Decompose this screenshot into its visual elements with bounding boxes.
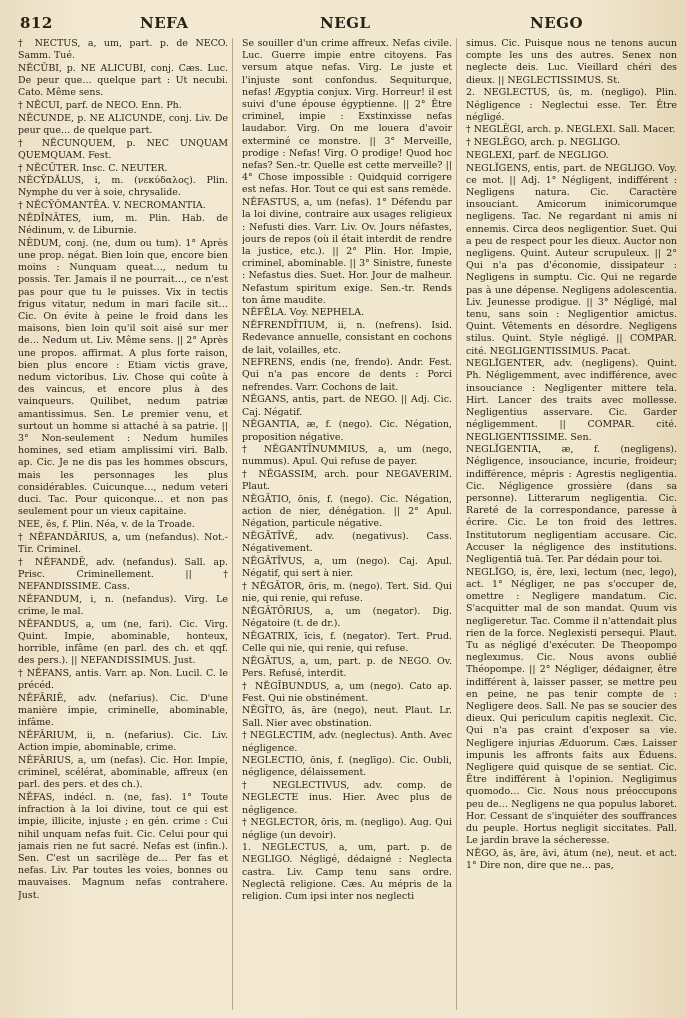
- text-columns: [18, 38, 677, 1010]
- dictionary-entry: † NĔGANTĪNUMMIUS, a, um (nego, nummus). Apul. Qui refuse de payer.: [242, 444, 452, 468]
- dictionary-entry: † NĔGĪBUNDUS, a, um (nego). Cato ap. Fest. Qui nie obstinément.: [242, 680, 452, 704]
- dictionary-entry: † NĔFANS, antis. Varr. ap. Non. Lucil. C. le précéd.: [18, 667, 228, 692]
- dictionary-entry: NĔGO, ās, āre, āvi, ātum (ne), neut. et act. 1° Dire non, dire que ne… pas,: [466, 847, 677, 872]
- dictionary-entry: † NEGLECTOR, ōris, m. (negligo). Aug. Qui néglige (un devoir).: [242, 817, 452, 841]
- dictionary-entry: NĔGĀTŌRIUS, a, um (negator). Dig. Négatoire (t. de dr.).: [242, 605, 452, 630]
- dictionary-entry: NĔFANDUS, a, um (ne, fari). Cic. Virg. Quint. Impie, abominable, honteux, horrible, infâme (en parl. des ch. et qqf. des pers.). || NEFANDISSIMUS. Just.: [18, 618, 228, 667]
- column-left: [18, 38, 233, 1010]
- page-number: 812: [20, 14, 53, 32]
- page-header: [20, 14, 672, 36]
- dictionary-entry: † NEGLĒGI, arch. p. NEGLEXI. Sall. Macer.: [466, 124, 676, 136]
- dictionary-entry: 2. NEGLECTUS, ūs, m. (negligo). Plin. Négligence : Neglectui esse. Ter. Être négligé.: [466, 87, 677, 123]
- dictionary-entry: NĔGĀTĪVĒ, adv. (negativus). Cass. Négativement.: [242, 531, 452, 555]
- dictionary-entry: NEGLĬGENTER, adv. (negligens). Quint. Ph. Négligemment, avec indifférence, avec insouciance : Negligenter mittere tela. Hirt. Lancer des traits avec mollesse. Negligentius asservare. Cic. Garder négligemment. || COMPAR. cité. NEGLIGENTISSIME. Sen.: [466, 358, 677, 443]
- dictionary-entry: NĔFĀRIĒ, adv. (nefarius). Cic. D'une manière impie, criminelle, abominable, infâme.: [18, 692, 228, 729]
- dictionary-entry: † NĔCUI, parf. de NECO. Enn. Ph.: [18, 100, 182, 112]
- dictionary-entry: simus. Cic. Puisque nous ne tenons aucun compte les uns des autres. Senex non neglecte deis. Luc. Vieillard chéri des dieux. || NEGLECTISSIMUS. St.: [466, 38, 677, 86]
- dictionary-entry: 1. NEGLECTUS, a, um, part. p. de NEGLIGO. Négligé, dédaigné : Neglecta castra. Liv. Camp tenu sans ordre. Neglectā religione. Cæs. Au mépris de la religion. Cum ipsi inter nos neglecti: [242, 842, 452, 903]
- dictionary-entry: NĔGĪTO, ās, āre (nego), neut. Plaut. Lr. Sall. Nier avec obstination.: [242, 705, 452, 729]
- dictionary-entry: NĔCȲDĂLUS, i, m. (νεκύδαλος). Plin. Nymphe du ver à soie, chrysalide.: [18, 175, 228, 199]
- running-head-center: NEGL: [320, 14, 371, 32]
- dictionary-entry: † NĔCȲŎMANTĒA. V. NECROMANTIA.: [18, 200, 206, 212]
- dictionary-entry: † NĔFANDĀRIUS, a, um (nefandus). Not.-Tir. Criminel.: [18, 531, 228, 555]
- dictionary-entry: Se souiller d'un crime affreux. Nefas civile. Luc. Guerre impie entre citoyens. Fas versum atque nefas. Virg. Le juste et l'injuste sont confondus. Sequiturque, nefas! Ægyptia conjux. Virg. Horreur! il est suivi d'une épouse égyptienne. || 2° Être criminel, impie : Exstinxisse nefas laudabor. Virg. On me louera d'avoir exterminé ce monstre. || 3° Merveille, prodige : Nefas! Virg. O prodige! Quod hoc nefas? Sen.-tr. Quelle est cette merveille? || 4° Chose impossible : Quidquid corrigere est nefas. Hor. Tout ce qui est sans remède.: [242, 38, 452, 196]
- dictionary-entry: NĔGATRIX, īcis, f. (negator). Tert. Prud. Celle qui nie, qui renie, qui refuse.: [242, 630, 452, 654]
- dictionary-entry: † NĔGĀTOR, ōris, m. (nego). Tert. Sid. Qui nie, qui renie, qui refuse.: [242, 580, 452, 605]
- dictionary-entry: NĒDUM, conj. (ne, dum ou tum). 1° Après une prop. négat. Bien loin que, encore bien moins : Nunquam queat…, nedum tu possis. Ter. Jamais il ne pourrait…, ce n'est pas pour que tu le puisses. Vix in tectis frigus vitatur, nedum in mari facile sit… Cic. On évite à peine le froid dans les maisons, bien loin qu'il soit aisé sur mer de… Nedum ut. Liv. Même sens. || 2° Après une propos. affirmat. A plus forte raison, bien plus encore : Etiam victis grave, nedum victoribus. Liv. Chose qui coûte à des vaincus, et encore plus à des vainqueurs. Quilibet, nedum patriæ amantissimus. Sen. Le premier venu, et surtout un homme si attaché à sa patrie. || 3° Non-seulement : Nedum humiles homines, sed etiam amplissimi viri. Balb. ap. Cic. Je ne dis pas les hommes obscurs, mais les personnages les plus considérables. Cuicunque…, nedum veteri duci. Tac. Pour quiconque… et non pas seulement pour un vieux capitaine.: [18, 237, 228, 518]
- dictionary-entry: NEE, ĕs, f. Plin. Néa, v. de la Troade.: [18, 518, 195, 530]
- dictionary-entry: NĔFĔLA. Voy. NEPHELA.: [242, 307, 365, 319]
- dictionary-entry: NĔFASTUS, a, um (nefas). 1° Défendu par la loi divine, contraire aux usages religieux : Nefusti dies. Varr. Liv. Ov. Jours néfastes, jours de repos (où il était interdit de rendre la justice, etc.). || 2° Plin. Hor. Impie, criminel, abominable. || 3° Sinistre, funeste : Nefastus dies. Suet. Hor. Jour de malheur. Nefastum spiritum exige. Sen.-tr. Rends ton âme maudite.: [242, 197, 452, 306]
- dictionary-entry: NĔFANDUM, i, n. (nefandus). Virg. Le crime, le mal.: [18, 593, 228, 617]
- dictionary-entry: NĔGANTIA, æ, f. (nego). Cic. Négation, proposition négative.: [242, 419, 452, 443]
- dictionary-entry: NĔFAS, indécl. n. (ne, fas). 1° Toute infraction à la loi divine, tout ce qui est impie, illicite, injuste ; en gén. crime : Cui nihil unquam nefas fuit. Cic. Celui pour qui jamais rien ne fut sacré. Nefas est (infin.). Sen. C'est un sacrilège de… Per fas et nefas. Liv. Par toutes les voies, bonnes ou mauvaises. Magnum nefas contrahere. Just.: [18, 791, 228, 901]
- dictionary-entry: NĔFRENDĪTIUM, ii, n. (nefrens). Isid. Redevance annuelle, consistant en cochons de lait, volailles, etc.: [242, 320, 452, 356]
- dictionary-entry: † NĔGASSIM, arch. pour NEGAVERIM. Plaut.: [242, 469, 452, 493]
- dictionary-entry: NEGLECTIO, ōnis, f. (neglīgo). Cic. Oubli, négligence, délaissement.: [242, 755, 452, 779]
- dictionary-entry: † NEGLECTIM, adv. (neglectus). Anth. Avec négligence.: [242, 730, 452, 754]
- dictionary-entry: † NĔFANDĒ, adv. (nefandus). Sall. ap. Prisc. Criminellement. || † NEFANDISSIME. Cass.: [18, 556, 228, 592]
- dictionary-entry: † NECTUS, a, um, part. p. de NECO. Samm. Tué.: [18, 38, 228, 62]
- dictionary-entry: NEGLĬGO, is, ĕre, lexi, lectum (nec, lego), act. 1° Négliger, ne pas s'occuper de, omettre : Negligere mandatum. Cic. S'acquitter mal de son mandat. Quum vis negligeretur. Tac. Comme il n'attendait plus rien de la force. Neglexisti persequi. Plaut. Tu as négligé d'exécuter. De Theopompo neglexımus. Cic. Nous avons oublié Théopompe. || 2° Négliger, dédaigner, être indifférent à, laisser passer, se mettre peu en peine, ne pas tenir compte de : Negligere deos. Sall. Ne pas se soucier des dieux. Qui periculum capitis neglexit. Cic. Qui n'a pas craint d'exposer sa vie. Negligere injurias Æduorum. Cæs. Laisser impunis les affronts faits aux Éduens. Negligere quid quisque de se sentiat. Cic. Être indifférent à l'opinion. Negligimus quomodo… Cic. Nous nous préoccupons peu de… Negligens ne qua populus laboret. Hor. Cessant de s'inquiéter des souffrances du peuple. Hortus negligit siccitates. Pall. Le jardin brave la sécheresse.: [466, 566, 677, 847]
- dictionary-entry: NĔFĀRIUM, ii, n. (nefarius). Cic. Liv. Action impie, abominable, crime.: [18, 729, 228, 754]
- dictionary-entry: NĔCUNDE, p. NE ALICUNDE, conj. Liv. De peur que… de quelque part.: [18, 112, 228, 136]
- dictionary-entry: NĔGĀTUS, a, um, part. p. de NEGO. Ov. Pers. Refusé, interdit.: [242, 655, 452, 679]
- dictionary-entry: NĔDĪNĀTES, ium, m. Plin. Hab. de Nédinum, v. de Liburnie.: [18, 212, 228, 237]
- dictionary-entry: NĔCŪBI, p. NE ALICUBI, conj. Cæs. Luc. De peur que… quelque part : Ut necubi. Cato. Même sens.: [18, 62, 228, 99]
- dictionary-entry: NEGLEXI, parf. de NEGLIGO.: [466, 149, 609, 161]
- running-head-right: NEGO: [530, 14, 584, 32]
- dictionary-entry: NEGLĬGENTIA, æ, f. (negligens). Négligence, insouciance, incurie, froideur; indifférence, mépris : Agrestis negligentia. Cic. Négligence grossière (dans sa personne). Litterarum negligentia. Cic. Rareté de la correspondance, paresse à écrire. Cic. Le ton froid des lettres. Institutorum negligentiam accusare. Cic. Accuser la négligence des institutions. Negligentiā tuā. Ter. Par dédain pour toi.: [466, 444, 677, 566]
- dictionary-entry: NĔGĀTIO, ōnis, f. (nego). Cic. Négation, action de nier, dénégation. || 2° Apul. Négation, particule négative.: [242, 494, 452, 530]
- dictionary-entry: NĔGĀTĪVUS, a, um (nego). Caj. Apul. Négatif, qui sert à nier.: [242, 556, 452, 580]
- dictionary-entry: NĔGANS, antis, part. de NEGO. || Adj. Cic. Caj. Négatif.: [242, 394, 452, 418]
- dictionary-entry: † NĔCŪTER. Insc. C. NEUTER.: [18, 162, 168, 174]
- column-middle: [242, 38, 457, 1010]
- running-head-left: NEFA: [140, 14, 189, 32]
- column-right: [466, 38, 681, 1010]
- dictionary-entry: NEFRENS, endis (ne, frendo). Andr. Fest. Qui n'a pas encore de dents : Porci nefrendes. Varr. Cochons de lait.: [242, 357, 452, 393]
- dictionary-entry: † NEGLECTIVUS, adv. comp. de NEGLECTE inus. Hier. Avec plus de négligence.: [242, 780, 452, 816]
- dictionary-entry: † NEGLĒGO, arch. p. NEGLIGO.: [466, 137, 621, 149]
- dictionary-entry: † NĔCUNQUEM, p. NEC UNQUAM QUEMQUAM. Fest.: [18, 137, 228, 161]
- dictionary-entry: NĔFĀRIUS, a, um (nefas). Cic. Hor. Impie, criminel, scélérat, abominable, affreux (en parl. des pers. et des ch.).: [18, 754, 228, 791]
- dictionary-entry: NEGLĬGENS, entis, part. de NEGLIGO. Voy. ce mot. || Adj. 1° Négligent, indifférent : Negligens natura. Cic. Caractère insouciant. Amicorum inimicorumque negligens. Tac. Ne regardant ni amis ni ennemis. Circa deos negligentior. Suet. Qui a peu de respect pour les dieux. Auctor non negligens. Quint. Auteur scrupuleux. || 2° Qui n'a pas d'économie, dissipateur : Negligens in sumptu. Cic. Qui ne regarde pas à une dépense. Negligens adolescentia. Liv. Jeunesse prodigue. || 3° Négligé, mal tenu, sans soin : Negligentior amictus. Quint. Vêtements en désordre. Negligens stilus. Quint. Style négligé. || COMPAR. cité. NEGLIGENTISSIMUS. Pacat.: [466, 162, 677, 357]
